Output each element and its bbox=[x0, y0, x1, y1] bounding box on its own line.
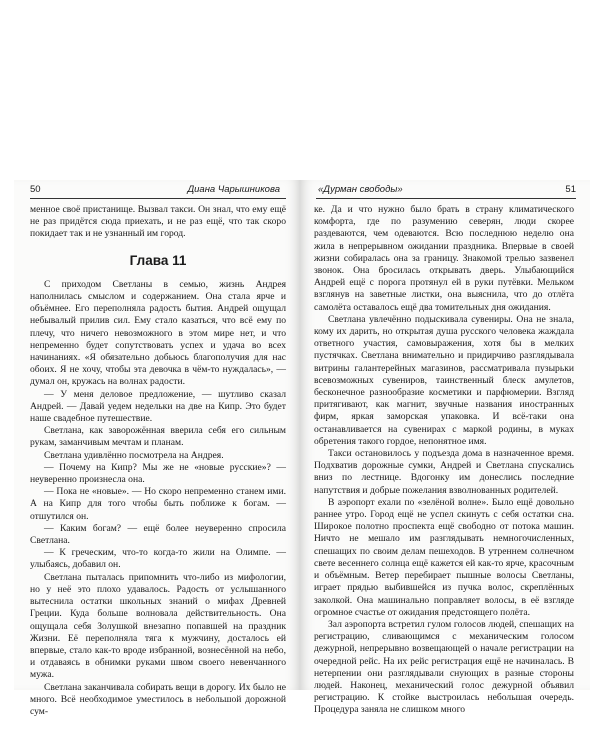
paragraph: — К греческим, что-то когда-то жили на Олимпе. — улыбаясь, добавил он. bbox=[30, 547, 286, 571]
right-page-text bbox=[314, 204, 574, 717]
paragraph: С приходом Светланы в семью, жизнь Андрея наполнилась смыслом и содержанием. Она стала ярче и объёмнее. Его переполняла радость бытия. Андрей ощущал небывалый прилив сил. Ему стало казаться, что всё ему по плечу, что ничего невозможного в этом мире нет, и что непременно будет сопутствовать успех и удача во всех начинаниях. «Я обязательно добьюсь благополучия для нас обоих. Я не хочу, чтобы эта девочка в чём-то нуждалась», — думал он, кружась на волнах радости. bbox=[30, 278, 286, 388]
left-page-text bbox=[30, 204, 286, 718]
paragraph: — У меня деловое предложение, — шутливо сказал Андрей. — Давай уедем недельки на две на Кипр. Это будет наше свадебное путешествие. bbox=[30, 388, 286, 425]
paragraph: Светлана, как заворожённая вверила себя его сильным рукам, заманчивым мечтам и планам. bbox=[30, 425, 286, 449]
paragraph: — Каким богам? — ещё более неуверенно спросила Светлана. bbox=[30, 522, 286, 547]
right-page-header bbox=[316, 182, 576, 199]
left-page-header bbox=[30, 182, 286, 199]
paragraph: В аэропорт ехали по «зелёной волне». Было ещё довольно раннее утро. Город ещё не успел скинуть с себя остатки сна. Широкое полотно проспекта ещё свободно от потока машин. Ничто не мешало им разглядывать немногочисленных, спешащих по своим делам пешеходов. В утреннем солнечном свете весеннего солнца ещё кажется ей как-то ярче, красочным и объёмным. Ветер перебирает пышные волосы Светланы, играет прядью выбившейся из пучка волос, скреплённых заколкой. Она машинально поправляет волосы, в её взгляде огромное счастье от ожидания предстоящего полёта. bbox=[314, 496, 574, 618]
left-page bbox=[14, 180, 300, 717]
paragraph: Светлана удивлённо посмотрела на Андрея. bbox=[44, 449, 224, 461]
paragraph: ке. Да и что нужно было брать в страну климатического комфорта, где по разумению северян, люди скорее раздеваются, чем одеваются. Всю последнюю неделю она жила в непрерывном ожидании праздника. Впервые в своей жизни собиралась она за границу. Знакомой трелью зазвенел звонок. Она бросилась открывать дверь. Улыбающийся Андрей ещё с порога протянул ей в руки путёвки. Мельком взглянув на заветные листки, она выяснила, что до отлёта самолёта оставалось ещё два томительных дня ожидания. bbox=[314, 204, 574, 313]
paragraph: — Пока не «новые». — Но скоро непременно станем ими. А на Кипр для того чтобы быть поближе к богам. — отшутился он. bbox=[30, 486, 286, 522]
paragraph: менное своё пристанище. Вызвал такси. Он знал, что ему ещё не раз придётся сюда приехать, и не раз ещё, что так скоро покидает так и не узнанный им город. bbox=[30, 204, 286, 240]
page-number: 51 bbox=[565, 184, 576, 195]
page-number: 50 bbox=[30, 184, 41, 195]
paragraph: Светлана заканчивала собирать вещи в дорогу. Их было не много. Всё необходимое уместилось в небольшой дорожной сум- bbox=[30, 681, 286, 717]
paragraph: Зал аэропорта встретил гулом голосов людей, спешащих на регистрацию, сливающимся с механическим голосом дежурной, непрерывно возвещающей о начале регистрации на очередной рейс. На их рейс регистрация ещё не начиналась. В нетерпении они разглядывали снующих в разные стороны людей. Наконец, механический голос дежурной объявил регистрацию. К стойке выстроилась небольшая очередь. Процедура заняла не слишком много bbox=[314, 618, 574, 716]
chapter-title: Глава 11 bbox=[129, 252, 187, 268]
running-head: Диана Чарышникова bbox=[187, 184, 280, 195]
running-head: «Дурман свободы» bbox=[318, 184, 403, 195]
paragraph: Такси остановилось у подъезда дома в назначенное время. Подхватив дорожные сумки, Андрей и Светлана спускались вниз по лестнице. Вдогонку им донеслись последние напутствия и добрые пожелания взволнованных родителей. bbox=[314, 448, 574, 496]
paragraph: — Почему на Кипр? Мы же не «новые русские»? — неуверенно произнесла она. bbox=[30, 461, 286, 486]
paragraph: Светлана увлечённо подыскивала сувениры. Она не знала, кому их дарить, но открытая душа русского человека жаждала ответного участия, самовыражения, хотя бы в мелких пустячках. Светлана внимательно и придирчиво разглядывала витрины галантерейных магазинов, рассматривала пузырьки всевозможных сувениров, таинственный блеск амулетов, бесконечное разнообразие косметики и парфюмерии. Взгляд притягивают, как магнит, звучные названия иностранных фирм, яркая заморская упаковка. И всё-таки она останавливается на сувенирах с маркой родины, в муках обретения такого гордое, непонятное имя. bbox=[314, 313, 574, 447]
right-page bbox=[300, 180, 590, 716]
paragraph: Светлана пыталась припомнить что-либо из мифологии, но у неё это плохо удавалось. Радость от услышанного вытеснила остатки школьных знаний о мифах Древней Греции. Куда больше волновала действительность. Она ощущала себя Золушкой внезапно попавшей на праздник Жизни. Её переполняла тяга к мужчину, досталось ей впервые, стало как-то вроде избранной, вознесённой на небо, и отдаваясь в обнимки руками швом своего невенчанного мужа. bbox=[30, 571, 286, 681]
